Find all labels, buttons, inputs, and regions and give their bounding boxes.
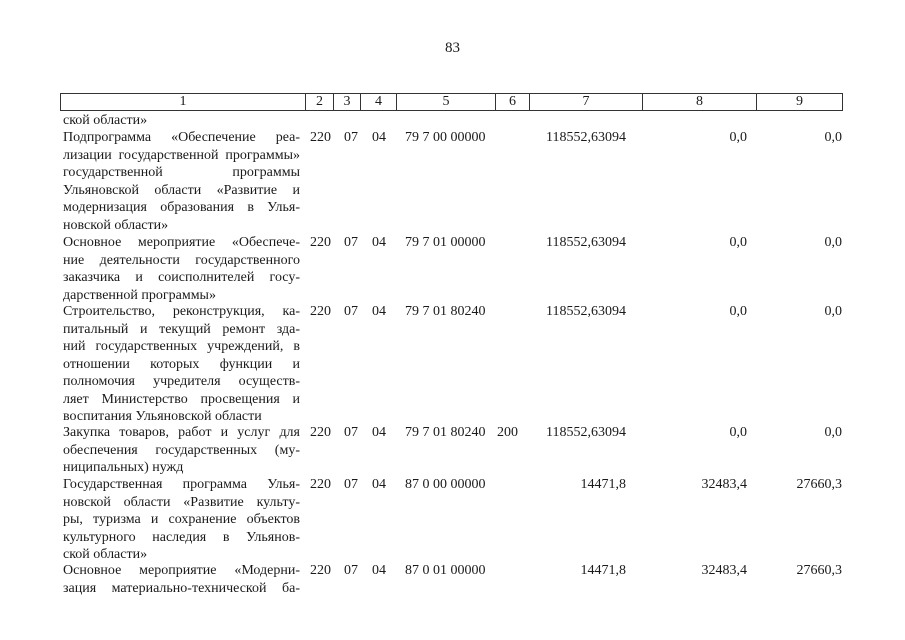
description-line: зация материально-технической ба- bbox=[63, 580, 300, 596]
cell-col-5: 79 7 00 00000 bbox=[405, 130, 486, 145]
description-line: заказчика и соисполнителей госу- bbox=[63, 270, 300, 285]
cell-col-8: 32483,4 bbox=[701, 477, 747, 492]
cell-col-4: 04 bbox=[372, 235, 386, 250]
cell-col-2: 220 bbox=[310, 235, 331, 250]
cell-col-3: 07 bbox=[344, 130, 358, 145]
description-line: ние деятельности государственного bbox=[63, 252, 300, 268]
cell-col-5: 87 0 01 00000 bbox=[405, 563, 486, 578]
description-line: Государственная программа Улья- bbox=[63, 477, 300, 492]
description-line: полномочия учредителя осуществ- bbox=[63, 374, 300, 389]
cell-col-8: 32483,4 bbox=[701, 563, 747, 578]
cell-col-9: 0,0 bbox=[824, 304, 842, 319]
cell-col-4: 04 bbox=[372, 563, 386, 578]
row-description bbox=[63, 234, 300, 304]
description-line: новской области» bbox=[63, 217, 169, 233]
cell-col-8: 0,0 bbox=[729, 304, 747, 319]
cell-col-5: 79 7 01 80240 bbox=[405, 425, 486, 440]
description-line: Закупка товаров, работ и услуг для bbox=[63, 425, 300, 440]
description-line: Подпрограмма «Обеспечение реа- bbox=[63, 130, 300, 145]
description-line: обеспечения государственных (му- bbox=[63, 442, 300, 458]
cell-col-7: 118552,63094 bbox=[546, 425, 626, 440]
description-line: Ульяновской области «Развитие и bbox=[63, 182, 300, 198]
cell-col-2: 220 bbox=[310, 477, 331, 492]
header-col-3: 3 bbox=[343, 94, 351, 109]
description-line: Основное мероприятие «Модерни- bbox=[63, 563, 300, 578]
description-line: ской области» bbox=[63, 547, 148, 562]
description-line: отношении которых функции и bbox=[63, 356, 300, 372]
cell-col-7: 14471,8 bbox=[580, 477, 626, 492]
cell-col-3: 07 bbox=[344, 304, 358, 319]
cell-col-8: 0,0 bbox=[729, 130, 747, 145]
header-col-8: 8 bbox=[696, 94, 703, 109]
description-line: питальный и текущий ремонт зда- bbox=[63, 321, 300, 337]
row-description bbox=[63, 303, 300, 426]
row-description bbox=[63, 129, 300, 234]
cell-col-9: 0,0 bbox=[824, 235, 842, 250]
cell-col-4: 04 bbox=[372, 304, 386, 319]
description-line: модернизация образования в Улья- bbox=[63, 200, 300, 215]
description-line: ляет Министерство просвещения и bbox=[63, 391, 300, 407]
cell-col-9: 27660,3 bbox=[796, 477, 842, 492]
description-line: новской области «Развитие культу- bbox=[63, 494, 300, 510]
description-line: дарственной программы» bbox=[63, 287, 216, 303]
cell-col-4: 04 bbox=[372, 425, 386, 440]
page-number: 83 bbox=[445, 40, 460, 56]
cell-col-7: 118552,63094 bbox=[546, 235, 626, 250]
description-line: Основное мероприятие «Обеспече- bbox=[63, 235, 300, 250]
cell-col-3: 07 bbox=[344, 425, 358, 440]
cell-col-2: 220 bbox=[310, 563, 331, 578]
cell-col-5: 87 0 00 00000 bbox=[405, 477, 486, 492]
description-line: воспитания Ульяновской области bbox=[63, 409, 262, 424]
header-col-1: 1 bbox=[179, 94, 187, 109]
header-col-7: 7 bbox=[582, 94, 590, 109]
header-col-9: 9 bbox=[796, 94, 803, 109]
cell-col-2: 220 bbox=[310, 304, 331, 319]
cell-col-7: 118552,63094 bbox=[546, 130, 626, 145]
header-col-5: 5 bbox=[442, 94, 450, 109]
cell-col-2: 220 bbox=[310, 425, 331, 440]
cell-col-9: 0,0 bbox=[824, 130, 842, 145]
row-description bbox=[63, 476, 300, 564]
row-description bbox=[63, 424, 300, 477]
cell-col-3: 07 bbox=[344, 563, 358, 578]
description-line: Строительство, реконструкция, ка- bbox=[63, 304, 300, 319]
table-header-row bbox=[60, 93, 843, 111]
cell-col-4: 04 bbox=[372, 477, 386, 492]
cell-col-9: 27660,3 bbox=[796, 563, 842, 578]
header-col-2: 2 bbox=[316, 94, 323, 109]
cell-col-7: 14471,8 bbox=[580, 563, 626, 578]
description-line: ниципальных) нужд bbox=[63, 460, 184, 475]
cell-col-4: 04 bbox=[372, 130, 386, 145]
header-col-6: 6 bbox=[509, 94, 516, 109]
header-col-4: 4 bbox=[375, 94, 382, 109]
description-line: ний государственных учреждений, в bbox=[63, 339, 300, 354]
description-line: лизации государственной программы» bbox=[63, 147, 300, 163]
cell-col-9: 0,0 bbox=[824, 425, 842, 440]
cell-col-7: 118552,63094 bbox=[546, 304, 626, 319]
description-line: культурного наследия в Ульянов- bbox=[63, 529, 300, 545]
cell-col-3: 07 bbox=[344, 477, 358, 492]
cell-col-8: 0,0 bbox=[729, 425, 747, 440]
cell-col-5: 79 7 01 80240 bbox=[405, 304, 486, 319]
cell-col-5: 79 7 01 00000 bbox=[405, 235, 486, 250]
row-description bbox=[63, 562, 300, 597]
description-line: государственной программы bbox=[63, 165, 300, 180]
cell-col-6: 200 bbox=[497, 425, 518, 440]
cell-col-8: 0,0 bbox=[729, 235, 747, 250]
cell-col-3: 07 bbox=[344, 235, 358, 250]
cell-col-2: 220 bbox=[310, 130, 331, 145]
continuation-text: ской области» bbox=[63, 113, 148, 128]
description-line: ры, туризма и сохранение объектов bbox=[63, 512, 300, 527]
